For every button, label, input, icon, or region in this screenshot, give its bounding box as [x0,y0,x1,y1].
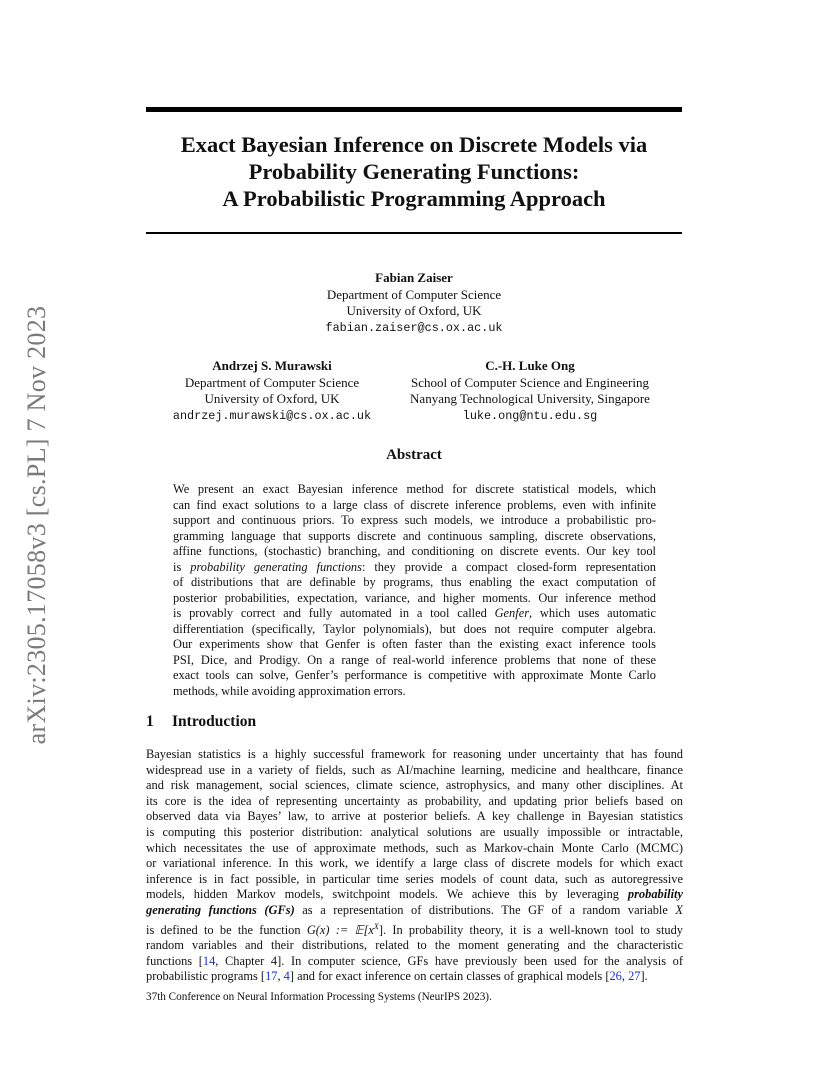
author-email[interactable]: luke.ong@ntu.edu.sg [462,408,598,423]
abstract-line: gramming language that supports discrete and continuous sampling, discrete observations, [173,528,656,543]
text-span: , [277,969,284,984]
intro-line: inference is in fact possible, in particular time series models of count data, such as autoregressive [146,871,683,886]
math-expression: G(x) := 𝔼[x [306,922,374,937]
citation-link[interactable]: 14 [202,953,216,968]
section-heading-introduction [146,713,256,731]
author-affiliation: School of Computer Science and Engineering [411,374,649,390]
intro-line [146,919,683,939]
abstract-line: We present an exact Bayesian inference method for discrete statistical models, which [173,482,656,496]
abstract-line [173,560,656,576]
math-bracket: ] [378,922,383,937]
abstract-line: differentiation (specifically, Taylor polynomials), but does not require computer algebra. [173,621,656,636]
intro-line: Bayesian statistics is a highly successful framework for reasoning under uncertainty that has found [146,747,683,761]
text-span: , [621,969,629,984]
arxiv-identifier: arXiv:2305.17058v3 [cs.PL] 7 Nov 2023 [22,305,51,745]
paper-title [146,131,682,212]
title-line-3: A Probabilistic Programming Approach [222,186,606,211]
abstract-line: posterior probabilities, expectation, variance, and higher moments. Our inference method [173,590,656,605]
math-variable: X [675,902,683,917]
section-number: 1 [146,713,154,730]
text-span: , which uses automatic [529,606,657,620]
author-institution: University of Oxford, UK [204,391,340,406]
abstract-body [173,482,656,699]
author-institution: University of Oxford, UK [346,303,482,318]
author-block-ong [380,358,680,424]
citation-link[interactable]: 4 [283,969,290,984]
text-span: is provably correct and fully automated in a tool called [173,606,487,620]
title-bottom-rule [146,232,682,234]
title-top-rule [146,107,682,112]
text-span: , Chapter 4]. In computer science, GFs have previously been used for the analysis of [215,953,683,968]
abstract-line: PSI, Dice, and Prodigy. On a range of real-world inference problems that none of these [173,652,656,667]
abstract-line: exact tools can solve, Genfer’s performance is competitive with approximate Monte Carlo [173,668,656,682]
intro-line: its core is the idea of representing uncertainty as probability, and updating prior beliefs based on [146,793,683,808]
citation-link[interactable]: 26 [609,969,622,984]
intro-line [146,969,683,985]
text-span: probabilistic programs [ [146,969,266,984]
abstract-line: of distributions that are definable by programs, thus enabling the exact computation of [173,575,656,589]
emphasis-gfs: generating functions (GFs) [146,902,295,917]
intro-line: which necessitates the use of approximate methods, such as Markov-chain Monte Carlo (MCMC) [146,840,683,855]
author-affiliation: Department of Computer Science [184,374,360,390]
text-span: is defined to be the function [146,922,301,937]
author-email[interactable]: andrzej.murawski@cs.ox.ac.uk [172,408,372,423]
title-line-2: Probability Generating Functions: [248,159,580,184]
author-affiliation: Department of Computer Science [326,286,502,302]
intro-line: and risk management, social sciences, climate science, astrophysics, and many other disciplines. At [146,778,683,793]
intro-line: or variational inference. In this work, we identify a large class of discrete models for which exact [146,856,683,871]
abstract-line: affine functions, (stochastic) branching, and conditioning on discrete events. Our key tool [173,544,656,558]
abstract-line: Our experiments show that Genfer is often faster than the existing exact inference tools [173,637,656,651]
intro-line: widespread use in a variety of fields, such as AI/machine learning, medicine and healthcare, finance [146,762,683,777]
text-span: ] and for exact inference on certain classes of graphical models [ [289,969,610,984]
abstract-line: methods, while avoiding approximation errors. [173,683,406,698]
conference-footnote: 37th Conference on Neural Information Processing Systems (NeurIPS 2023). [146,991,492,1003]
intro-line [146,903,683,919]
author-block-murawski [152,358,392,424]
abstract-line: can find exact solutions to a large class of discrete inference problems, even with infinite [173,497,656,512]
text-span: as a representation of distributions. The GF of a random variable [302,902,668,917]
intro-line [146,954,683,970]
author-name: C.-H. Luke Ong [485,358,575,373]
title-line-1: Exact Bayesian Inference on Discrete Models via [180,132,648,157]
author-name: Andrzej S. Murawski [212,358,332,373]
abstract-line: support and continuous priors. To express such models, we introduce a probabilistic pro- [173,513,656,527]
text-span: models, hidden Markov models, switchpoint models. We achieve this by leveraging [146,887,619,902]
text-span: . In probability theory, it is a well-known tool to study [382,922,683,937]
introduction-body [146,747,683,985]
author-block-zaiser [214,270,614,336]
emphasis-pgf: probability [627,887,683,902]
intro-line: observed data via Bayes’ law, to arrive at posterior beliefs. A key challenge in Bayesian statistics [146,809,683,824]
intro-line: random variables and their distributions, related to the moment generating and the characteristic [146,938,683,953]
citation-link[interactable]: 27 [628,969,641,984]
emphasis-genfer: Genfer [494,606,530,620]
abstract-line [173,606,656,622]
text-span: is [173,559,182,574]
text-span: : they provide a compact closed-form representation [361,559,656,574]
citation-link[interactable]: 17 [265,969,278,984]
intro-line: is computing this posterior distribution: analytical solutions are usually impossible or intractable, [146,824,683,839]
text-span: functions [ [146,953,203,968]
text-span: ]. [640,969,648,984]
math-superscript: X [373,921,379,931]
abstract-heading: Abstract [386,447,442,463]
emphasis-pgf: probability generating functions [190,559,362,574]
author-name: Fabian Zaiser [375,270,453,285]
author-institution: Nanyang Technological University, Singapore [410,391,650,406]
section-title: Introduction [172,713,257,730]
author-email[interactable]: fabian.zaiser@cs.ox.ac.uk [325,320,503,335]
intro-line [146,887,683,903]
